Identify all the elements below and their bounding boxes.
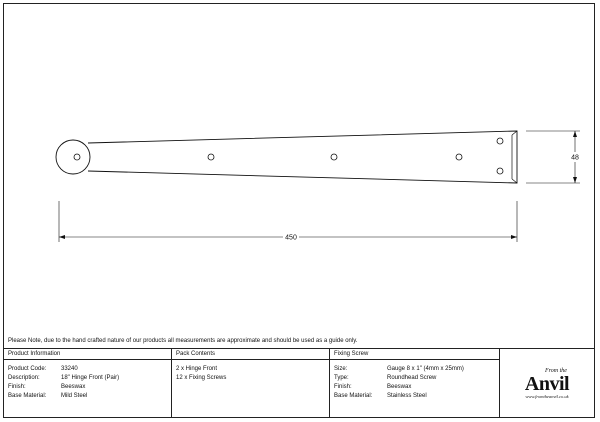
pack-item: 2 x Hinge Front	[176, 366, 218, 372]
spec-key: Description:	[8, 375, 40, 381]
dimension-arrow	[573, 177, 577, 183]
spec-key: Finish:	[8, 384, 26, 390]
hinge-bevel-line	[512, 179, 517, 183]
spec-key: Finish:	[334, 384, 352, 390]
measurement-note: Please Note, due to the hand crafted nature of our products all measurements are approximate and should be used as a guide only.	[8, 338, 358, 344]
product-information-column	[4, 349, 172, 418]
spec-value: 18" Hinge Front (Pair)	[61, 375, 120, 381]
dimension-arrow	[511, 235, 517, 239]
spec-row	[330, 365, 499, 374]
logo-column	[500, 349, 594, 418]
spec-value: Stainless Steel	[387, 393, 427, 399]
spec-row	[4, 374, 171, 383]
logo-name: Anvil	[524, 373, 570, 395]
fixing-screw-column	[330, 349, 500, 418]
screw-hole	[497, 138, 503, 144]
logo-url: www.fromtheanvil.co.uk	[525, 394, 569, 399]
dimension-arrow	[573, 131, 577, 137]
spec-value: Gauge 8 x 1" (4mm x 25mm)	[387, 366, 464, 372]
spec-row	[4, 383, 171, 392]
spec-row	[4, 392, 171, 401]
hinge-strap-outline	[88, 131, 517, 183]
product-information-heading: Product Information	[4, 349, 171, 360]
length-dimension-label: 450	[285, 234, 297, 242]
dimension-arrow	[59, 235, 65, 239]
height-dimension-label: 48	[571, 154, 579, 162]
screw-hole	[497, 168, 503, 174]
hinge-bevel-line	[512, 131, 517, 135]
spec-value: Mild Steel	[61, 393, 88, 399]
fixing-screw-heading: Fixing Screw	[330, 349, 499, 360]
hinge-knuckle-circle	[56, 140, 90, 174]
spec-key: Product Code:	[8, 366, 47, 372]
spec-row	[4, 365, 171, 374]
screw-hole	[456, 154, 462, 160]
spec-row	[330, 392, 499, 401]
spec-value: Beeswax	[61, 384, 86, 390]
screw-hole	[331, 154, 337, 160]
logo-from-text: From the	[545, 368, 567, 374]
spec-value: Beeswax	[387, 384, 412, 390]
drawing-sheet	[3, 3, 595, 418]
spec-value: Roundhead Screw	[387, 375, 437, 381]
spec-key: Base Material:	[334, 393, 373, 399]
pack-item: 12 x Fixing Screws	[176, 375, 227, 381]
spec-table	[4, 348, 594, 418]
pack-contents-heading: Pack Contents	[172, 349, 329, 360]
spec-row	[330, 374, 499, 383]
pack-contents-column	[172, 349, 330, 418]
brand-logo	[500, 349, 594, 418]
spec-value: 33240	[61, 366, 78, 372]
spec-key: Base Material:	[8, 393, 47, 399]
screw-hole	[208, 154, 214, 160]
spec-row	[330, 383, 499, 392]
spec-key: Size:	[334, 366, 348, 372]
technical-drawing	[4, 4, 595, 334]
spec-key: Type:	[334, 375, 349, 381]
